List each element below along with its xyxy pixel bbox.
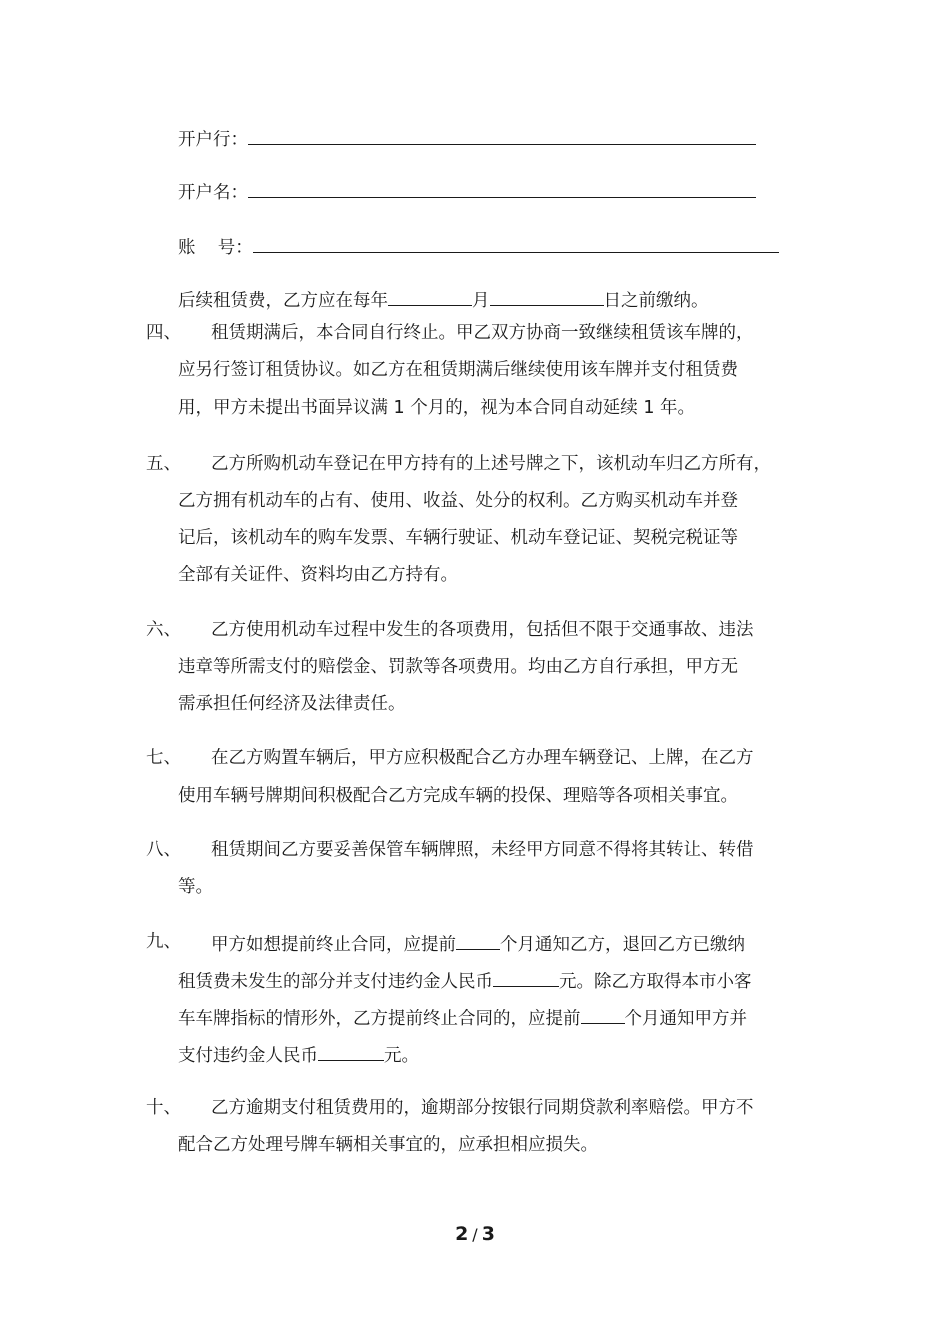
clause-5-line-2: 乙方拥有机动车的占有、使用、收益、处分的权利。乙方购买机动车并登 (178, 491, 738, 511)
clause-5-line-4: 全部有关证件、资料均由乙方持有。 (178, 565, 458, 585)
clause-7-line-2: 使用车辆号牌期间积极配合乙方完成车辆的投保、理赔等各项相关事宜。 (178, 786, 738, 806)
rent-due-month: 月 (472, 291, 490, 311)
clause-9-line-1 (211, 929, 745, 958)
clause-9-line-1-a: 甲方如想提前终止合同，应提前 (211, 935, 456, 955)
clause-6-number: 六、 (146, 620, 181, 640)
page-number (0, 1223, 950, 1245)
account-name-blank (248, 177, 756, 198)
clause-10-line-2: 配合乙方处理号牌车辆相关事宜的，应承担相应损失。 (178, 1135, 598, 1155)
clause-8-line-1: 租赁期间乙方要妥善保管车辆牌照，未经甲方同意不得将其转让、转借 (211, 840, 754, 860)
clause-5-number: 五、 (146, 454, 181, 474)
clause-6-line-1: 乙方使用机动车过程中发生的各项费用，包括但不限于交通事故、违法 (211, 620, 754, 640)
clause-4-line-2: 应另行签订租赁协议。如乙方在租赁期满后继续使用该车牌并支付租赁费 (178, 360, 738, 380)
clause-9-line-4-b: 元。 (384, 1046, 419, 1066)
month-blank (388, 285, 472, 306)
bank-label: 开户行： (178, 130, 248, 150)
clause-9-line-4-a: 支付违约金人民币 (178, 1046, 318, 1066)
clause-7-line-1: 在乙方购置车辆后，甲方应积极配合乙方办理车辆登记、上牌，在乙方 (211, 748, 754, 768)
current-page: 2 (455, 1223, 469, 1245)
account-name-line (178, 177, 756, 206)
clause-4-line-3: 用，甲方未提出书面异议满 1 个月的，视为本合同自动延续 1 年。 (178, 398, 696, 418)
clause-6-line-2: 违章等所需支付的赔偿金、罚款等各项费用。均由乙方自行承担，甲方无 (178, 657, 738, 677)
clause-10-line-1: 乙方逾期支付租赁费用的，逾期部分按银行同期贷款利率赔偿。甲方不 (211, 1098, 754, 1118)
rent-due-suffix: 日之前缴纳。 (603, 291, 709, 311)
clause-9-line-2-b: 元。除乙方取得本市小客 (559, 972, 752, 992)
clause-9-line-3 (178, 1003, 747, 1032)
bank-blank (248, 124, 756, 145)
clause-4-number: 四、 (146, 323, 181, 343)
clause-4-line-1: 租赁期满后，本合同自行终止。甲乙双方协商一致继续租赁该车牌的， (211, 323, 754, 343)
clause-9-line-3-b: 个月通知甲方并 (624, 1009, 747, 1029)
clause-9-line-2 (178, 966, 752, 995)
bank-line (178, 124, 756, 153)
notice-months-blank (456, 929, 500, 950)
account-number-line (178, 232, 779, 261)
account-number-blank (253, 232, 779, 253)
rent-due-line (178, 285, 709, 314)
clause-9-line-1-b: 个月通知乙方，退回乙方已缴纳 (500, 935, 745, 955)
clause-7-number: 七、 (146, 748, 181, 768)
clause-8-number: 八、 (146, 840, 181, 860)
day-blank (490, 285, 604, 306)
rent-due-prefix: 后续租赁费，乙方应在每年 (178, 291, 388, 311)
clause-5-line-1: 乙方所购机动车登记在甲方持有的上述号牌之下，该机动车归乙方所有， (211, 454, 771, 474)
page-separator: / (472, 1225, 478, 1244)
clause-5-line-3: 记后，该机动车的购车发票、车辆行驶证、机动车登记证、契税完税证等 (178, 528, 738, 548)
clause-8-line-2: 等。 (178, 877, 213, 897)
clause-9-line-4 (178, 1040, 419, 1069)
penalty-amount-blank-2 (318, 1040, 384, 1061)
account-name-label: 开户名： (178, 183, 248, 203)
total-pages: 3 (481, 1223, 495, 1245)
penalty-amount-blank (493, 966, 559, 987)
account-number-label: 账 号： (178, 238, 253, 258)
clause-9-line-2-a: 租赁费未发生的部分并支付违约金人民币 (178, 972, 493, 992)
clause-10-number: 十、 (146, 1098, 181, 1118)
clause-9-number: 九、 (146, 932, 181, 952)
clause-6-line-3: 需承担任何经济及法律责任。 (178, 694, 406, 714)
notice-months-blank-2 (581, 1003, 625, 1024)
clause-9-line-3-a: 车车牌指标的情形外，乙方提前终止合同的，应提前 (178, 1009, 581, 1029)
